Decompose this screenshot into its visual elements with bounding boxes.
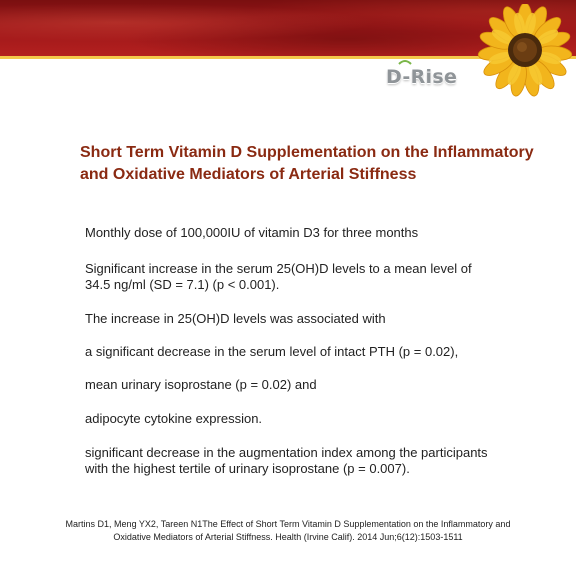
bullet-item bbox=[85, 445, 488, 477]
bullet-text: with the highest tertile of urinary isoprostane (p = 0.007). bbox=[85, 461, 410, 476]
logo bbox=[386, 62, 457, 92]
bullet-text: significant decrease in the augmentation index among the participants bbox=[85, 445, 488, 460]
bullet-text: The increase in 25(OH)D levels was associated with bbox=[85, 311, 386, 326]
bullet-item bbox=[85, 377, 317, 393]
bullet-item bbox=[85, 225, 418, 241]
logo-accent-mark bbox=[398, 59, 412, 65]
logo-text: D-Rise bbox=[386, 66, 458, 88]
slide-title-line: Short Term Vitamin D Supplementation on the Inflammatory bbox=[80, 144, 534, 161]
bullet-text: Monthly dose of 100,000IU of vitamin D3 for three months bbox=[85, 225, 419, 240]
bullet-text: adipocyte cytokine expression. bbox=[85, 411, 263, 426]
slide-title-line: and Oxidative Mediators of Arterial Stiffness bbox=[80, 166, 417, 183]
citation bbox=[0, 518, 576, 544]
citation-line: Martins D1, Meng YX2, Tareen N1The Effect of Short Term Vitamin D Supplementation on the Inflammatory and bbox=[65, 519, 511, 529]
slide-title bbox=[80, 142, 576, 186]
bullet-text: mean urinary isoprostane (p = 0.02) and bbox=[85, 377, 317, 392]
bullet-item bbox=[85, 311, 386, 327]
bullet-text: Significant increase in the serum 25(OH)D levels to a mean level of bbox=[85, 261, 472, 276]
bullet-item bbox=[85, 261, 472, 293]
bullet-item bbox=[85, 344, 458, 360]
sunflower-icon bbox=[470, 4, 576, 116]
bullet-text: 34.5 ng/ml (SD = 7.1) (p < 0.001). bbox=[85, 277, 280, 292]
bullet-item bbox=[85, 411, 262, 427]
bullet-text: a significant decrease in the serum level of intact PTH (p = 0.02), bbox=[85, 344, 459, 359]
citation-line: Oxidative Mediators of Arterial Stiffness. Health (Irvine Calif). 2014 Jun;6(12):1503-1511 bbox=[113, 532, 463, 542]
